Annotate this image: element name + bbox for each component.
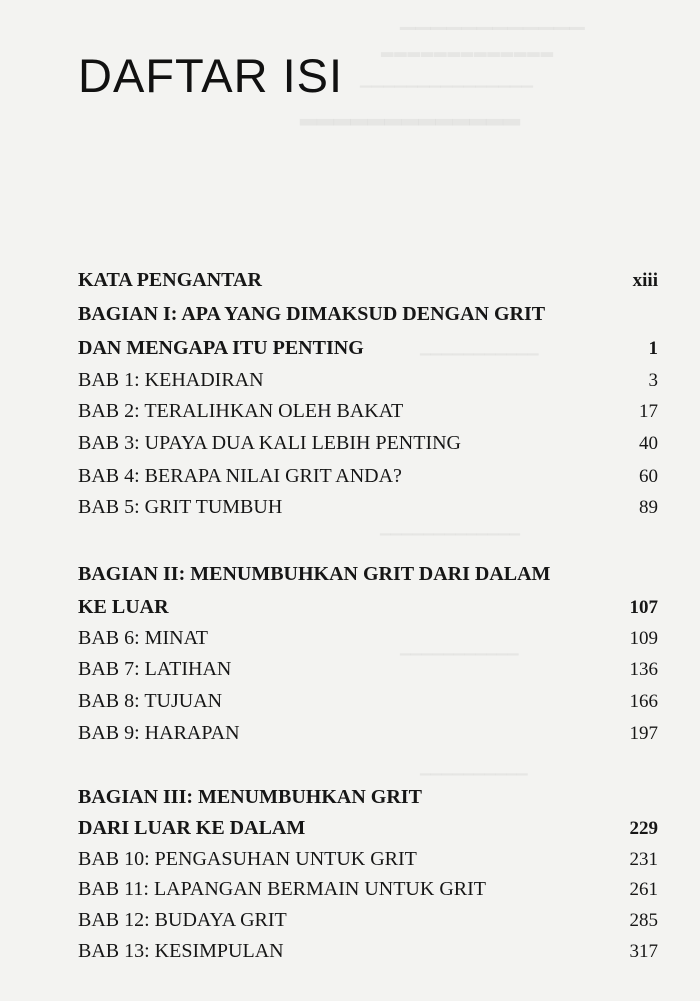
toc-chapter[interactable]	[78, 879, 658, 899]
toc-chapter-page: 317	[629, 941, 658, 962]
toc-chapter-label: BAB 4: BERAPA NILAI GRIT ANDA?	[78, 465, 402, 487]
toc-part-label: DARI LUAR KE DALAM	[78, 817, 306, 839]
toc-chapter-label: BAB 8: TUJUAN	[78, 690, 223, 712]
toc-chapter-page: 285	[629, 910, 658, 931]
bleed-through: ▁▁▁▁▁▁▁▁▁▁▁	[420, 341, 539, 356]
toc-part-2-heading-cont[interactable]	[78, 597, 658, 617]
toc-chapter[interactable]	[78, 910, 658, 930]
toc-chapter-label: BAB 2: TERALIHKAN OLEH BAKAT	[78, 400, 404, 422]
toc-part-label: BAGIAN III: MENUMBUHKAN GRIT	[78, 786, 422, 808]
toc-chapter-label: BAB 11: LAPANGAN BERMAIN UNTUK GRIT	[78, 878, 486, 900]
toc-chapter-label: BAB 12: BUDAYA GRIT	[78, 909, 287, 931]
toc-chapter-label: BAB 1: KEHADIRAN	[78, 369, 264, 391]
toc-chapter-label: BAB 3: UPAYA DUA KALI LEBIH PENTING	[78, 432, 461, 454]
toc-part-3-heading-cont[interactable]	[78, 818, 658, 838]
toc-chapter-label: BAB 7: LATIHAN	[78, 658, 232, 680]
bleed-through: ▁▁▁▁▁▁▁▁▁▁	[420, 761, 528, 776]
toc-chapter[interactable]	[78, 497, 658, 517]
bleed-through: ▁▁▁▁▁▁▁▁▁▁▁▁▁	[380, 521, 520, 536]
toc-chapter-page: 89	[639, 497, 658, 518]
toc-chapter-page: 231	[629, 849, 658, 870]
toc-entry-foreword[interactable]	[78, 270, 658, 290]
toc-chapter-page: 60	[639, 466, 658, 487]
toc-chapter-page: 109	[629, 628, 658, 649]
toc-chapter-label: BAB 10: PENGASUHAN UNTUK GRIT	[78, 848, 417, 870]
toc-part-label: KE LUAR	[78, 596, 169, 618]
toc-part-2-heading[interactable]	[78, 564, 658, 584]
toc-part-label: DAN MENGAPA ITU PENTING	[78, 337, 364, 359]
toc-chapter[interactable]	[78, 723, 658, 743]
toc-chapter[interactable]	[78, 433, 658, 453]
toc-chapter-label: BAB 13: KESIMPULAN	[78, 940, 284, 962]
toc-part-page: 1	[648, 338, 658, 359]
toc-chapter-label: BAB 9: HARAPAN	[78, 722, 240, 744]
toc-chapter-label: BAB 6: MINAT	[78, 627, 209, 649]
toc-part-page: 229	[629, 818, 658, 839]
toc-chapter[interactable]	[78, 849, 658, 869]
toc-chapter[interactable]	[78, 370, 658, 390]
toc-part-1-heading[interactable]	[78, 304, 658, 324]
toc-chapter-page: 3	[648, 370, 658, 391]
toc-chapter-page: 17	[639, 401, 658, 422]
toc-chapter[interactable]	[78, 401, 658, 421]
toc-chapter[interactable]	[78, 659, 658, 679]
toc-chapter-page: 197	[629, 723, 658, 744]
bleed-through: ▁▁▁▁▁▁▁▁▁▁▁▁	[400, 8, 585, 30]
page-title: DAFTAR ISI	[78, 49, 344, 102]
toc-part-label: BAGIAN II: MENUMBUHKAN GRIT DARI DALAM	[78, 563, 551, 585]
toc-part-page: 107	[629, 597, 658, 618]
toc-chapter[interactable]	[78, 691, 658, 711]
toc-part-1-heading-cont[interactable]	[78, 338, 658, 358]
toc-entry-label: KATA PENGANTAR	[78, 269, 262, 291]
toc-chapter[interactable]	[78, 466, 658, 486]
toc-chapter-page: 261	[629, 879, 658, 900]
toc-chapter-label: BAB 5: GRIT TUMBUH	[78, 496, 283, 518]
toc-chapter-page: 136	[629, 659, 658, 680]
bleed-through: ▁▁▁▁▁▁▁▁▁▁▁▁▁▁▁	[360, 72, 534, 88]
bleed-through: ▂▂▂▂▂▂▂▂▂▂▂▂▂	[380, 40, 553, 57]
toc-chapter-page: 166	[629, 691, 658, 712]
bleed-through: ▁▁▁▁▁▁▁▁▁▁▁	[400, 641, 519, 656]
toc-chapter[interactable]	[78, 941, 658, 961]
toc-chapter[interactable]	[78, 628, 658, 648]
toc-part-label: BAGIAN I: APA YANG DIMAKSUD DENGAN GRIT	[78, 303, 546, 325]
toc-entry-page: xiii	[632, 270, 658, 291]
toc-part-3-heading[interactable]	[78, 787, 658, 807]
bleed-through: ▂▂▂▂▂▂▂▂▂▂▂▂▂	[300, 100, 520, 125]
toc-chapter-page: 40	[639, 433, 658, 454]
